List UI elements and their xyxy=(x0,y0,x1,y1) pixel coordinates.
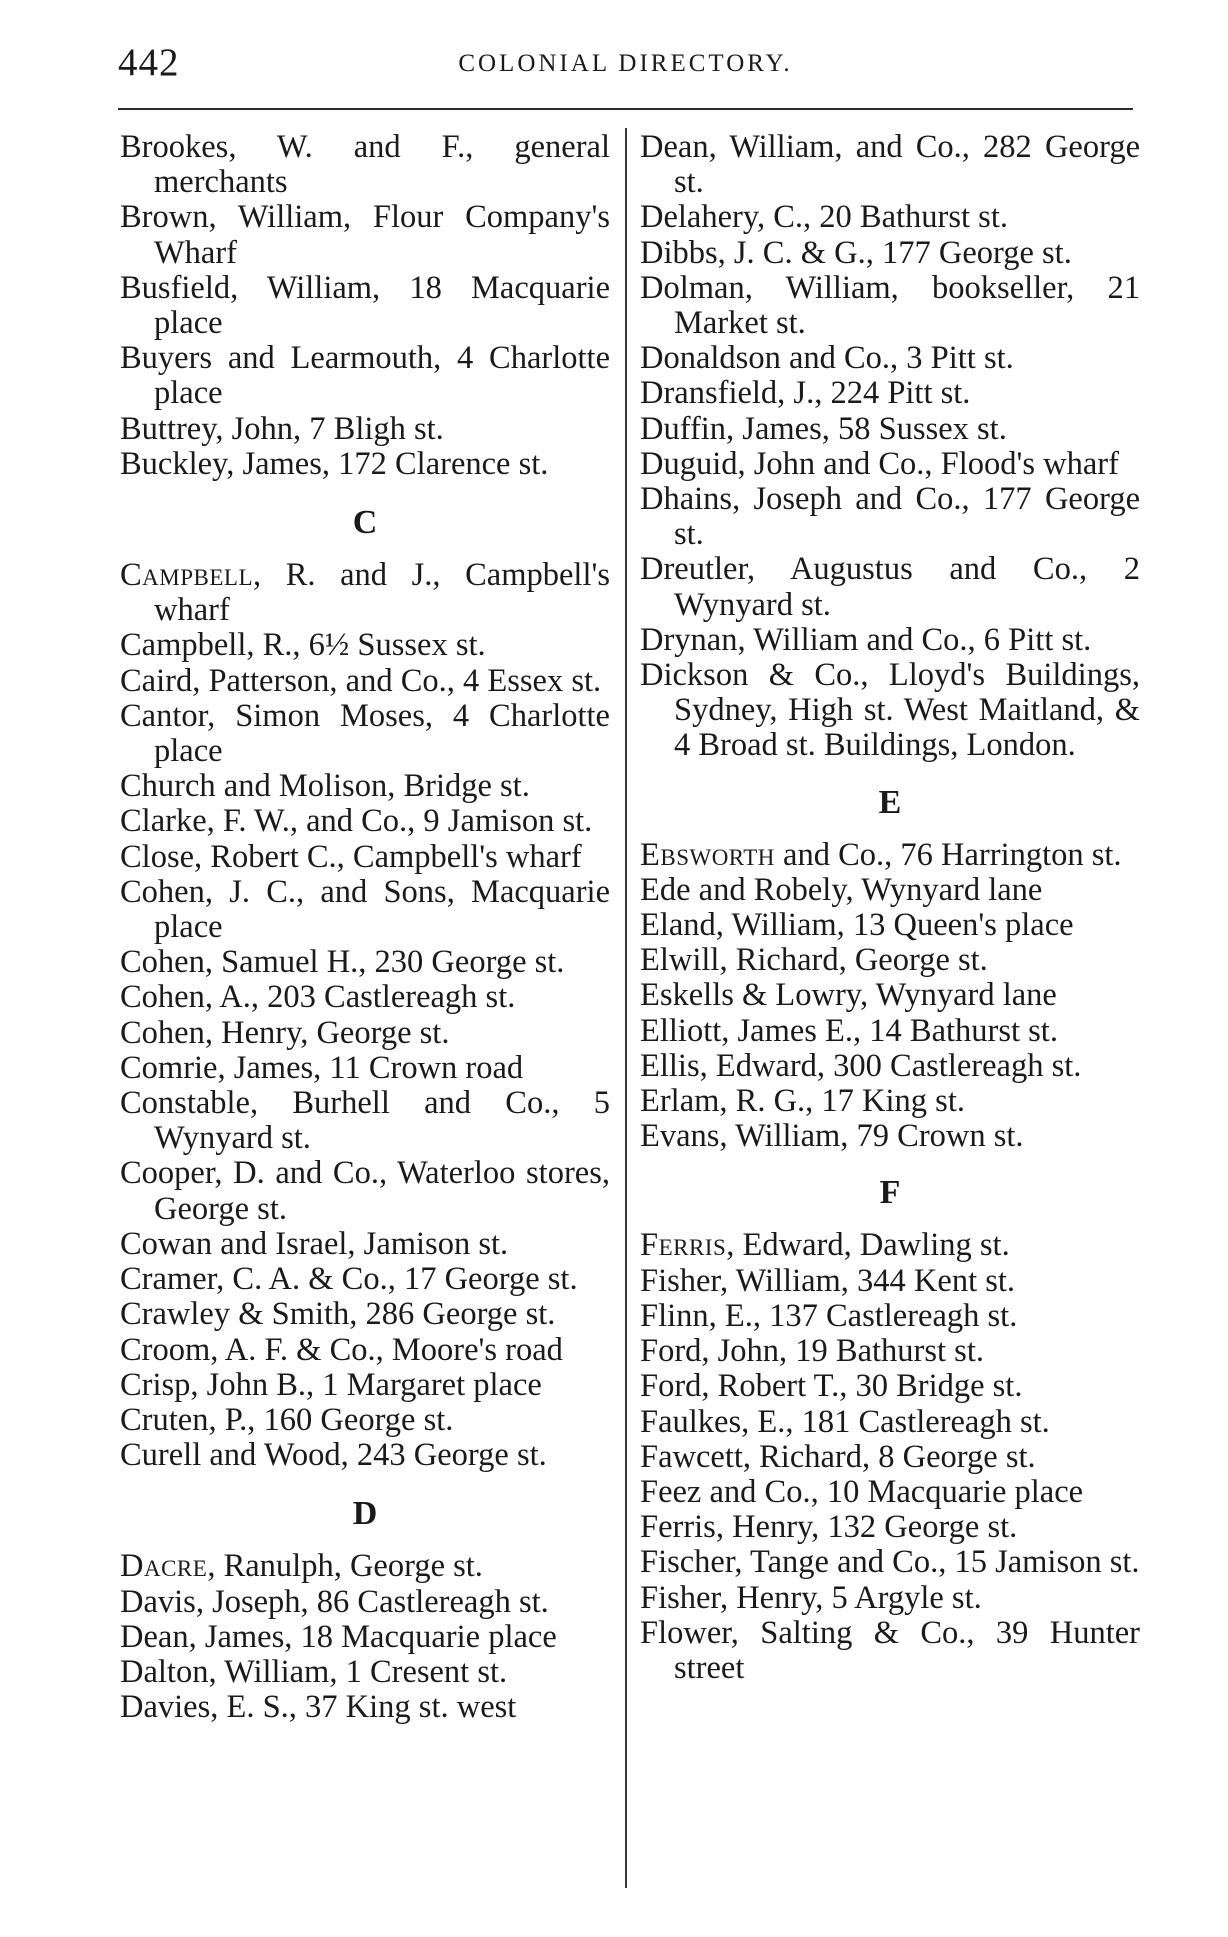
directory-entry: Crisp, John B., 1 Margaret place xyxy=(120,1366,542,1403)
directory-entry: Fawcett, Richard, 8 George st. xyxy=(640,1438,1036,1475)
running-title: COLONIAL DIRECTORY. xyxy=(458,50,793,77)
directory-entry: Buckley, James, 172 Clarence st. xyxy=(120,445,549,482)
directory-entry: Ede and Robely, Wynyard lane xyxy=(640,871,1043,908)
directory-entry: Duffin, James, 58 Sussex st. xyxy=(640,410,1007,447)
directory-entry: Donaldson and Co., 3 Pitt st. xyxy=(640,340,1014,377)
directory-entry: Dean, William, and Co., 282 George st. xyxy=(640,129,1140,201)
directory-entry: Cohen, A., 203 Castlereagh st. xyxy=(120,979,516,1016)
section-heading-c: C xyxy=(352,504,378,542)
directory-entry xyxy=(640,1228,1140,1263)
header-rule xyxy=(118,108,1133,110)
directory-entry: Cooper, D. and Co., Waterloo stores, George st. xyxy=(120,1155,610,1227)
directory-entry: Faulkes, E., 181 Castlereagh st. xyxy=(640,1403,1050,1440)
directory-entry: Curell and Wood, 243 George st. xyxy=(120,1437,547,1474)
directory-entry xyxy=(120,1549,610,1584)
directory-entry: Elliott, James E., 14 Bathurst st. xyxy=(640,1012,1058,1049)
directory-entry: Buttrey, John, 7 Bligh st. xyxy=(120,410,444,447)
entry-list-d xyxy=(120,1585,610,1726)
directory-entry: Dibbs, J. C. & G., 177 George st. xyxy=(640,234,1072,271)
entry-lead-rest: and Co., 76 Harrington st. xyxy=(774,836,1122,873)
left-column xyxy=(120,130,610,1725)
directory-entry: Brookes, W. and F., general merchants xyxy=(120,129,610,201)
directory-entry: Fisher, Henry, 5 Argyle st. xyxy=(640,1579,982,1616)
directory-entry: Duguid, John and Co., Flood's wharf xyxy=(640,445,1119,482)
directory-entry: Davies, E. S., 37 King st. west xyxy=(120,1689,517,1726)
directory-entry: Dickson & Co., Lloyd's Buildings, Sydney, High st. West Maitland, & 4 Broad st. Buildings, London. xyxy=(640,657,1140,764)
directory-entry: Crawley & Smith, 286 George st. xyxy=(120,1296,556,1333)
directory-entry: Church and Molison, Bridge st. xyxy=(120,768,530,805)
directory-entry: Cramer, C. A. & Co., 17 George st. xyxy=(120,1261,578,1298)
page-header xyxy=(118,40,1133,100)
directory-entry: Cohen, Samuel H., 230 George st. xyxy=(120,944,565,981)
directory-entry xyxy=(120,558,610,628)
entry-lead-rest: , Edward, Dawling st. xyxy=(726,1227,1010,1264)
directory-entry: Close, Robert C., Campbell's wharf xyxy=(120,838,582,875)
section-heading-f: F xyxy=(879,1174,901,1212)
directory-entry: Drynan, William and Co., 6 Pitt st. xyxy=(640,621,1092,658)
directory-entry: Dransfield, J., 224 Pitt st. xyxy=(640,375,971,412)
directory-entry: Campbell, R., 6½ Sussex st. xyxy=(120,627,486,664)
directory-entry: Cowan and Israel, Jamison st. xyxy=(120,1225,509,1262)
directory-entry xyxy=(640,838,1140,873)
entry-list-d-continued xyxy=(640,130,1140,764)
directory-entry: Brown, William, Flour Company's Wharf xyxy=(120,199,610,271)
directory-entry: Constable, Burhell and Co., 5 Wynyard st. xyxy=(120,1085,610,1157)
directory-entry: Caird, Patterson, and Co., 4 Essex st. xyxy=(120,662,602,699)
entry-list-b xyxy=(120,130,610,482)
entry-lead-name: Campbell xyxy=(120,557,254,594)
entry-lead-rest: , R. and J., Campbell's wharf xyxy=(154,557,610,629)
directory-entry: Dolman, William, bookseller, 21 Market st. xyxy=(640,269,1140,342)
directory-entry: Dalton, William, 1 Cresent st. xyxy=(120,1653,508,1690)
directory-entry: Buyers and Learmouth, 4 Charlotte place xyxy=(120,340,610,412)
directory-entry: Erlam, R. G., 17 King st. xyxy=(640,1083,965,1120)
directory-entry: Busfield, William, 18 Macquarie place xyxy=(120,269,610,342)
section-heading-e: E xyxy=(878,783,902,821)
directory-entry: Fischer, Tange and Co., 15 Jamison st. xyxy=(640,1544,1140,1581)
page-number: 442 xyxy=(118,41,180,84)
entry-list-f xyxy=(640,1264,1140,1686)
directory-entry: Delahery, C., 20 Bathurst st. xyxy=(640,199,1008,236)
directory-entry: Elwill, Richard, George st. xyxy=(640,942,988,979)
directory-entry: Ferris, Henry, 132 George st. xyxy=(640,1509,1018,1546)
directory-entry: Croom, A. F. & Co., Moore's road xyxy=(120,1331,563,1368)
entry-lead-rest: , Ranulph, George st. xyxy=(207,1548,483,1585)
entry-lead-name: Dacre xyxy=(120,1548,208,1585)
section-heading-d: D xyxy=(352,1495,378,1533)
right-column xyxy=(640,130,1140,1686)
entry-lead-name: Ferris xyxy=(640,1227,727,1264)
directory-entry: Flinn, E., 137 Castlereagh st. xyxy=(640,1297,1018,1334)
directory-entry: Cantor, Simon Moses, 4 Charlotte place xyxy=(120,697,610,770)
directory-entry: Ford, Robert T., 30 Bridge st. xyxy=(640,1368,1023,1405)
directory-entry: Dreutler, Augustus and Co., 2 Wynyard st. xyxy=(640,551,1140,623)
directory-entry: Fisher, William, 344 Kent st. xyxy=(640,1262,1016,1299)
directory-entry: Eskells & Lowry, Wynyard lane xyxy=(640,977,1057,1014)
entry-list-c xyxy=(120,628,610,1473)
directory-entry: Eland, William, 13 Queen's place xyxy=(640,907,1074,944)
column-divider xyxy=(625,128,627,1888)
directory-entry: Cohen, J. C., and Sons, Macquarie place xyxy=(120,873,610,946)
directory-entry: Davis, Joseph, 86 Castlereagh st. xyxy=(120,1583,549,1620)
directory-entry: Dhains, Joseph and Co., 177 George st. xyxy=(640,481,1140,553)
directory-entry: Evans, William, 79 Crown st. xyxy=(640,1118,1024,1155)
entry-list-e xyxy=(640,873,1140,1155)
directory-entry: Ellis, Edward, 300 Castlereagh st. xyxy=(640,1047,1082,1084)
directory-entry: Feez and Co., 10 Macquarie place xyxy=(640,1473,1084,1510)
directory-entry: Ford, John, 19 Bathurst st. xyxy=(640,1333,984,1370)
directory-entry: Cohen, Henry, George st. xyxy=(120,1014,450,1051)
directory-entry: Clarke, F. W., and Co., 9 Jamison st. xyxy=(120,803,593,840)
entry-lead-name: Ebsworth xyxy=(640,836,775,873)
directory-entry: Flower, Salting & Co., 39 Hunter street xyxy=(640,1614,1140,1686)
directory-entry: Dean, James, 18 Macquarie place xyxy=(120,1618,557,1655)
directory-entry: Comrie, James, 11 Crown road xyxy=(120,1049,524,1086)
directory-entry: Cruten, P., 160 George st. xyxy=(120,1401,454,1438)
